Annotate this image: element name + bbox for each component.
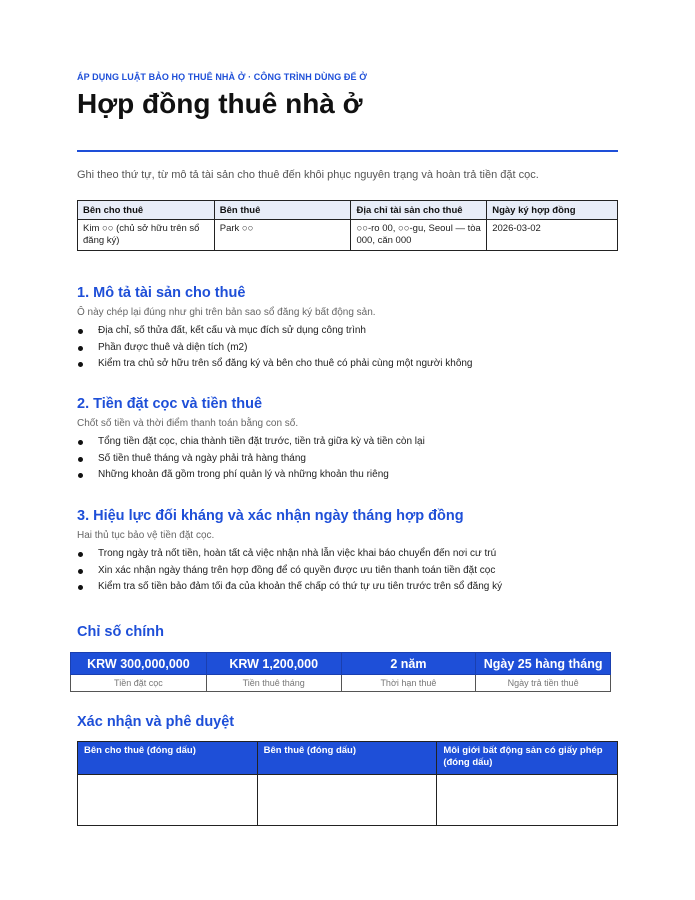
list-item <box>77 356 618 373</box>
bullet-icon <box>78 346 83 351</box>
approval-lessor-header: Bên cho thuê (đóng dấu) <box>78 742 258 775</box>
approval-signature-row <box>78 775 618 826</box>
bullet-icon <box>78 569 83 574</box>
bullet-icon <box>78 362 83 367</box>
metric-payment-day-label: Ngày trả tiền thuê <box>476 675 611 692</box>
approval-heading: Xác nhận và phê duyệt <box>77 714 235 730</box>
table-row <box>78 220 618 251</box>
approval-broker-header: Môi giới bất động sản có giấy phép (đóng dấu) <box>437 742 618 775</box>
metric-deposit-value: KRW 300,000,000 <box>71 653 207 675</box>
section-deposit-rent <box>77 396 618 484</box>
list-item <box>77 563 618 580</box>
broker-seal-box[interactable] <box>437 775 618 826</box>
list-item <box>77 451 618 468</box>
metric-monthly-rent-label: Tiền thuê tháng <box>206 675 341 692</box>
page-title: Hợp đồng thuê nhà ở <box>77 88 363 119</box>
bullet-icon <box>78 457 83 462</box>
list-item-text: Xin xác nhận ngày tháng trên hợp đồng để có quyền được ưu tiên thanh toán tiền đặt cọc <box>98 564 496 576</box>
section-note: Hai thủ tục bảo vệ tiền đặt cọc. <box>77 530 215 541</box>
lessor-seal-box[interactable] <box>78 775 258 826</box>
metric-monthly-rent-value: KRW 1,200,000 <box>206 653 341 675</box>
lessee-seal-box[interactable] <box>257 775 437 826</box>
intro-text: Ghi theo thứ tự, từ mô tả tài sản cho thuê đến khôi phục nguyên trạng và hoàn trả tiền đặt cọc. <box>77 169 539 181</box>
parties-table <box>77 200 618 251</box>
cell-address: ○○-ro 00, ○○-gu, Seoul — tòa 000, căn 000 <box>351 220 487 251</box>
bullet-icon <box>78 585 83 590</box>
list-item-text: Số tiền thuê tháng và ngày phải trả hàng tháng <box>98 452 306 464</box>
header-lessor: Bên cho thuê <box>78 201 215 220</box>
approval-table <box>77 741 618 826</box>
section-note: Ô này chép lại đúng như ghi trên bản sao sổ đăng ký bất động sản. <box>77 307 376 318</box>
list-item <box>77 546 618 563</box>
section-list <box>77 434 618 484</box>
header-lessee: Bên thuê <box>214 201 351 220</box>
approval-lessee-header: Bên thuê (đóng dấu) <box>257 742 437 775</box>
metrics-table <box>70 652 611 692</box>
list-item <box>77 323 618 340</box>
section-list <box>77 323 618 373</box>
section-property-description <box>77 285 618 373</box>
section-heading: 3. Hiệu lực đối kháng và xác nhận ngày tháng hợp đồng <box>77 508 464 524</box>
metrics-labels-row <box>71 675 611 692</box>
section-heading: 1. Mô tả tài sản cho thuê <box>77 285 246 301</box>
list-item-text: Phần được thuê và diện tích (m2) <box>98 341 248 353</box>
metrics-values-row <box>71 653 611 675</box>
title-divider <box>77 150 618 152</box>
approval-header-row <box>78 742 618 775</box>
list-item <box>77 434 618 451</box>
cell-lessee: Park ○○ <box>214 220 351 251</box>
list-item-text: Tổng tiền đặt cọc, chia thành tiền đặt trước, tiền trả giữa kỳ và tiền còn lại <box>98 436 425 447</box>
cell-sign-date: 2026-03-02 <box>487 220 618 251</box>
section-heading: 2. Tiền đặt cọc và tiền thuê <box>77 396 263 412</box>
cell-lessor: Kim ○○ (chủ sở hữu trên sổ đăng ký) <box>78 220 215 251</box>
document-kicker: ÁP DỤNG LUẬT BẢO HỌ THUÊ NHÀ Ở · CÔNG TRÌNH DÙNG ĐỂ Ở <box>77 72 367 82</box>
bullet-icon <box>78 552 83 557</box>
metric-term-label: Thời hạn thuê <box>341 675 476 692</box>
list-item-text: Trong ngày trả nốt tiền, hoàn tất cả việc nhận nhà lẫn việc khai báo chuyển đến nơi cư trú <box>98 548 497 559</box>
section-note: Chốt số tiền và thời điểm thanh toán bằng con số. <box>77 418 299 429</box>
bullet-icon <box>78 473 83 478</box>
bullet-icon <box>78 440 83 445</box>
section-list <box>77 546 618 596</box>
list-item <box>77 579 618 596</box>
list-item-text: Địa chỉ, số thửa đất, kết cấu và mục đích sử dụng công trình <box>98 325 366 336</box>
parties-header-row <box>78 201 618 220</box>
list-item-text: Kiểm tra chủ sở hữu trên sổ đăng ký và bên cho thuê có phải cùng một người không <box>98 358 473 369</box>
metric-term-value: 2 năm <box>341 653 476 675</box>
header-address: Địa chỉ tài sản cho thuê <box>351 201 487 220</box>
list-item-text: Kiểm tra số tiền bảo đảm tối đa của khoản thế chấp có thứ tự ưu tiên trước trên sổ đăng ký <box>98 581 503 592</box>
list-item-text: Những khoản đã gồm trong phí quản lý và những khoản thu riêng <box>98 469 389 480</box>
metrics-heading: Chỉ số chính <box>77 624 164 640</box>
section-opposability-date <box>77 508 618 596</box>
bullet-icon <box>78 329 83 334</box>
metric-deposit-label: Tiền đặt cọc <box>71 675 207 692</box>
metric-payment-day-value: Ngày 25 hàng tháng <box>476 653 611 675</box>
list-item <box>77 467 618 484</box>
list-item <box>77 340 618 357</box>
header-sign-date: Ngày ký hợp đồng <box>487 201 618 220</box>
